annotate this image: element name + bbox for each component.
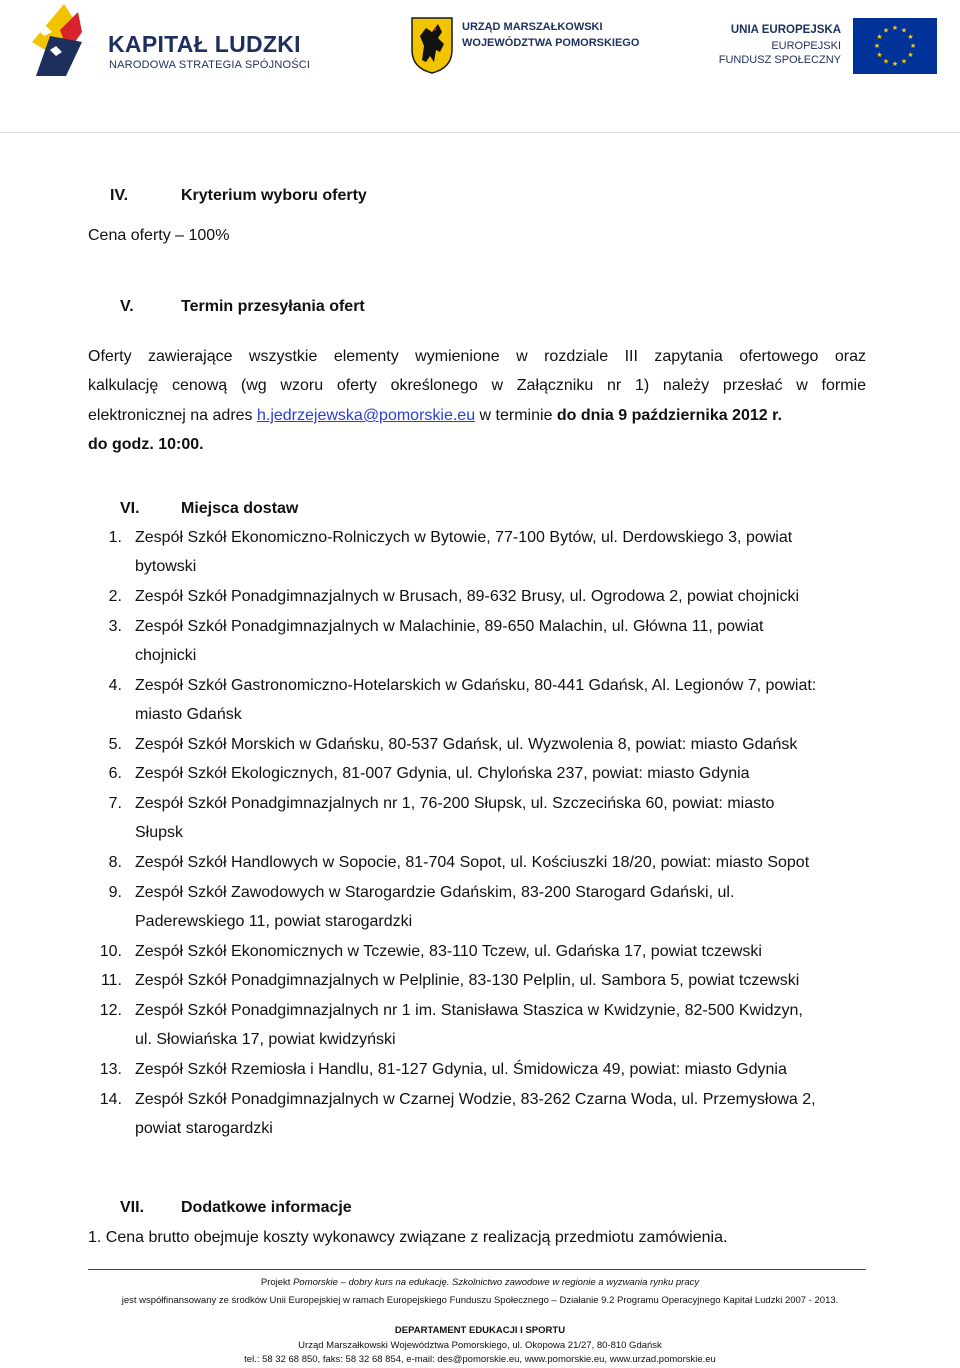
unia-europejska-logo xyxy=(718,16,937,76)
list-item: Zespół Szkół Ponadgimnazjalnych w Brusach, 89-632 Brusy, ul. Ogrodowa 2, powiat chojnicki xyxy=(135,588,800,605)
section-vii-text: 1. Cena brutto obejmuje koszty wykonawcy związane z realizacją przedmiotu zamówienia. xyxy=(88,1229,728,1246)
list-item-number: 14. xyxy=(99,1091,122,1108)
deadline-time: do godz. 10:00. xyxy=(88,436,204,453)
footer-project-name: Pomorskie – dobry kurs na edukację. Szkolnictwo zawodowe w regionie a wyzwania rynku pracy xyxy=(293,1277,700,1288)
list-item-continuation: chojnicki xyxy=(135,647,197,664)
list-item-continuation: powiat starogardzki xyxy=(135,1120,273,1137)
list-item-continuation: ul. Słowiańska 17, powiat kwidzyński xyxy=(135,1031,396,1048)
kapital-ludzki-title: KAPITAŁ LUDZKI xyxy=(108,31,301,57)
list-item-number: 4. xyxy=(108,677,122,694)
deadline-prefix: w terminie xyxy=(475,407,557,424)
footer-project-line xyxy=(0,1277,960,1289)
list-item: Zespół Szkół Rzemiosła i Handlu, 81-127 Gdynia, ul. Śmidowicza 49, powiat: miasto Gdynia xyxy=(135,1061,787,1078)
header-divider xyxy=(0,132,960,133)
ue-line-2: EUROPEJSKI xyxy=(771,40,841,52)
list-item: Zespół Szkół Morskich w Gdańsku, 80-537 Gdańsk, ul. Wyzwolenia 8, powiat: miasto Gdańsk xyxy=(135,736,798,753)
footer-divider xyxy=(88,1269,866,1270)
svg-text:★: ★ xyxy=(882,57,890,66)
svg-text:★: ★ xyxy=(907,51,914,59)
footer-address: Urząd Marszałkowski Województwa Pomorskiego, ul. Okopowa 21/27, 80-810 Gdańsk xyxy=(298,1340,662,1351)
section-iv-text: Cena oferty – 100% xyxy=(88,227,230,244)
footer-department: DEPARTAMENT EDUKACJI I SPORTU xyxy=(394,1325,566,1336)
section-v-title: Termin przesyłania ofert xyxy=(181,298,365,315)
svg-text:★: ★ xyxy=(909,42,917,50)
section-iv-title: Kryterium wyboru oferty xyxy=(181,187,367,204)
section-vii-title: Dodatkowe informacje xyxy=(181,1199,352,1216)
urzad-line-2: WOJEWÓDZTWA POMORSKIEGO xyxy=(462,37,640,49)
svg-text:★: ★ xyxy=(891,24,899,32)
footer-contact: tel.: 58 32 68 850, faks: 58 32 68 854, e-mail: des@pomorskie.eu, www.pomorskie.eu, www.urzad.pomorskie.eu xyxy=(244,1354,716,1365)
list-item-number: 7. xyxy=(108,795,122,812)
svg-text:★: ★ xyxy=(900,57,908,66)
list-item: Zespół Szkół Ponadgimnazjalnych w Malachinie, 89-650 Malachin, ul. Główna 11, powiat xyxy=(135,618,764,635)
list-item: Zespół Szkół Gastronomiczno-Hotelarskich w Gdańsku, 80-441 Gdańsk, Al. Legionów 7, powiat: xyxy=(135,677,817,694)
list-item: Zespół Szkół Zawodowych w Starogardzie Gdańskim, 83-200 Starogard Gdański, ul. xyxy=(135,884,735,901)
list-item-number: 2. xyxy=(108,588,122,605)
list-item: Zespół Szkół Ponadgimnazjalnych nr 1 im. Stanisława Staszica w Kwidzynie, 82-500 Kwidzyn, xyxy=(135,1002,803,1019)
kapital-ludzki-logo xyxy=(22,2,311,80)
section-v-number: V. xyxy=(120,298,134,315)
email-link[interactable]: h.jedrzejewska@pomorskie.eu xyxy=(256,407,476,424)
section-v-line-3 xyxy=(88,406,866,426)
address-prefix: elektronicznej na adres xyxy=(88,407,257,424)
list-item-number: 12. xyxy=(99,1002,122,1019)
kapital-ludzki-emblem-icon xyxy=(22,2,102,80)
svg-text:★: ★ xyxy=(907,33,914,41)
pomorskie-griffin-crest-icon xyxy=(410,16,454,74)
section-v-line-2: kalkulację cenową (wg wzoru oferty określonego w Załączniku nr 1) należy przesłać w formie xyxy=(88,377,866,394)
footer-project-prefix: Projekt xyxy=(260,1277,294,1288)
list-item-continuation: bytowski xyxy=(135,558,197,575)
section-vi-title: Miejsca dostaw xyxy=(181,500,299,517)
svg-text:★: ★ xyxy=(873,42,881,50)
urzad-line-1: URZĄD MARSZAŁKOWSKI xyxy=(462,21,603,33)
list-item: Zespół Szkół Ekonomicznych w Tczewie, 83-110 Tczew, ul. Gdańska 17, powiat tczewski xyxy=(135,943,762,960)
svg-text:★: ★ xyxy=(882,26,890,35)
list-item-number: 5. xyxy=(108,736,122,753)
list-item: Zespół Szkół Handlowych w Sopocie, 81-704 Sopot, ul. Kościuszki 18/20, powiat: miasto Sopot xyxy=(135,854,810,871)
svg-text:★: ★ xyxy=(900,26,908,35)
list-item-continuation: Słupsk xyxy=(135,824,184,841)
list-item: Zespół Szkół Ekonomiczno-Rolniczych w Bytowie, 77-100 Bytów, ul. Derdowskiego 3, powiat xyxy=(135,529,793,546)
section-iv-number: IV. xyxy=(110,187,129,204)
svg-text:★: ★ xyxy=(876,51,883,59)
list-item-number: 13. xyxy=(99,1061,122,1078)
list-item: Zespół Szkół Ponadgimnazjalnych w Pelplinie, 83-130 Pelplin, ul. Sambora 5, powiat tczewski xyxy=(135,972,800,989)
list-item-continuation: miasto Gdańsk xyxy=(135,706,242,723)
section-vii-number: VII. xyxy=(120,1199,145,1216)
list-item: Zespół Szkół Ponadgimnazjalnych nr 1, 76-200 Słupsk, ul. Szczecińska 60, powiat: miasto xyxy=(135,795,775,812)
ue-line-1: UNIA EUROPEJSKA xyxy=(730,24,841,36)
list-item-continuation: Paderewskiego 11, powiat starogardzki xyxy=(135,913,413,930)
footer-funding: jest współfinansowany ze środków Unii Europejskiej w ramach Europejskiego Funduszu Społecznego – Działanie 9.2 Programu Operacyjnego Kapitał Ludzki 2007 - 2013. xyxy=(121,1295,839,1306)
svg-text:★: ★ xyxy=(876,33,883,41)
list-item-number: 10. xyxy=(99,943,122,960)
section-vi-number: VI. xyxy=(120,500,140,517)
urzad-marszalkowski-logo xyxy=(410,16,640,76)
list-item-number: 3. xyxy=(108,618,122,635)
list-item: Zespół Szkół Ponadgimnazjalnych w Czarnej Wodzie, 83-262 Czarna Woda, ul. Przemysłowa 2, xyxy=(135,1091,816,1108)
list-item-number: 9. xyxy=(108,884,122,901)
list-item-number: 1. xyxy=(108,529,122,546)
list-item-number: 6. xyxy=(108,765,122,782)
section-v-line-1: Oferty zawierające wszystkie elementy wymienione w rozdziale III zapytania ofertowego oraz xyxy=(88,348,866,365)
list-item-number: 8. xyxy=(108,854,122,871)
svg-text:★: ★ xyxy=(891,60,899,68)
eu-flag-icon xyxy=(853,18,937,74)
deadline-date: do dnia 9 października 2012 r. xyxy=(556,407,782,424)
kapital-ludzki-subtitle: NARODOWA STRATEGIA SPÓJNOŚCI xyxy=(109,59,311,71)
list-item: Zespół Szkół Ekologicznych, 81-007 Gdynia, ul. Chylońska 237, powiat: miasto Gdynia xyxy=(135,765,750,782)
list-item-number: 11. xyxy=(100,972,122,989)
ue-line-3: FUNDUSZ SPOŁECZNY xyxy=(718,54,841,66)
